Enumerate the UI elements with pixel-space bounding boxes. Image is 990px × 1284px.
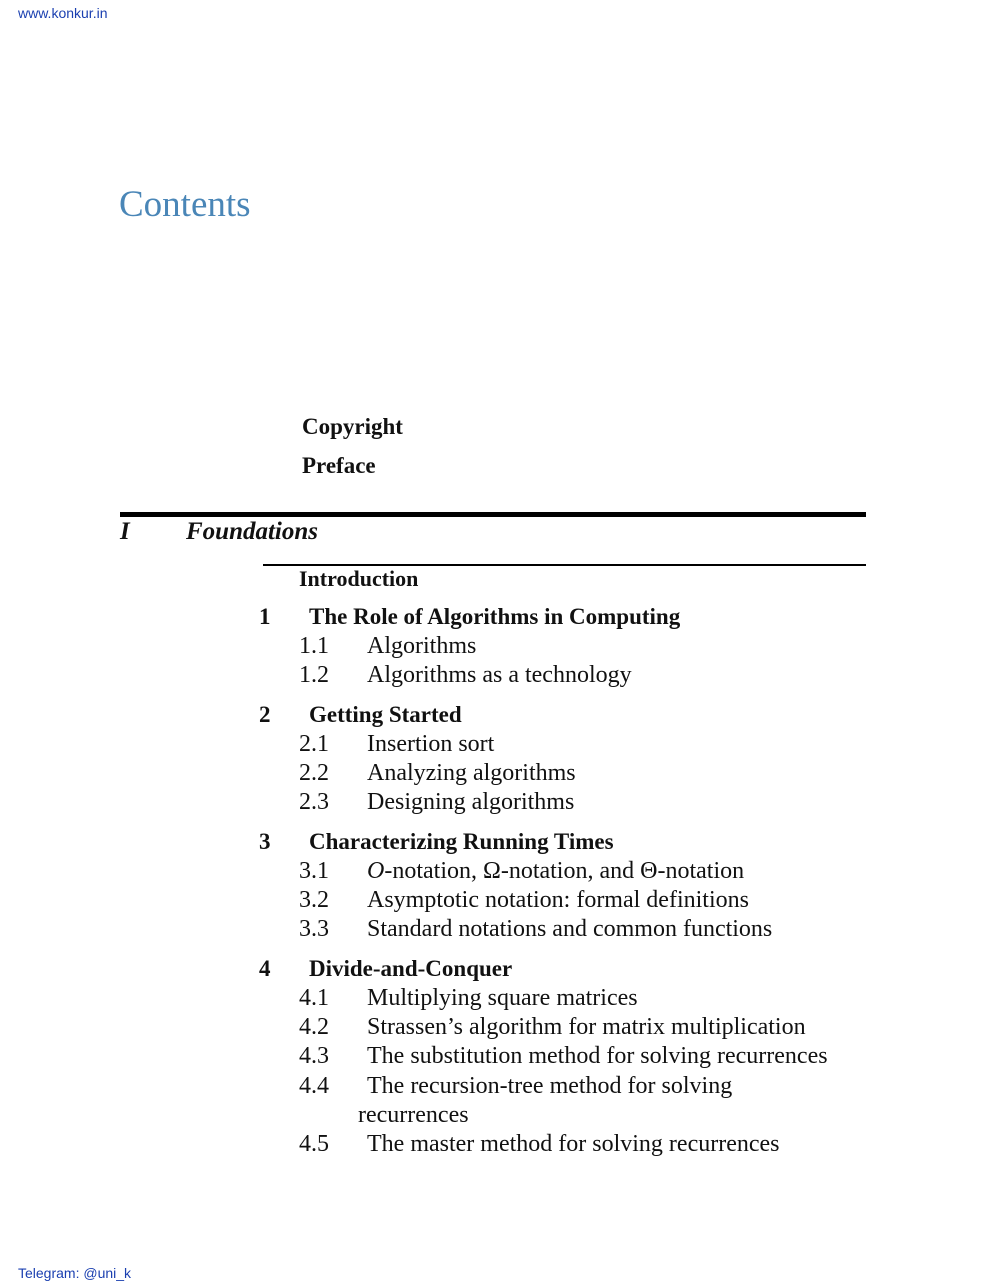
section-title[interactable]: Asymptotic notation: formal definitions [367,887,749,913]
chapter-number: 1 [259,604,271,629]
section-number: 4.3 [299,1043,329,1069]
section-number: 3.3 [299,916,329,942]
chapter-title[interactable]: Divide-and-Conquer [309,956,513,981]
watermark-bottom[interactable]: Telegram: @uni_k [18,1265,132,1281]
section-title[interactable]: The master method for solving recurrences [367,1131,780,1157]
section-title[interactable]: The recursion-tree method for solving [367,1073,733,1099]
section-number: 3.1 [299,858,329,884]
section-title[interactable]: Standard notations and common functions [367,916,773,942]
section-number: 3.2 [299,887,329,913]
section-number: 4.4 [299,1073,329,1099]
section-title-rest: -notation, Ω-notation, and Θ-notation [384,858,745,884]
part-divider-rule [120,512,866,517]
section-title-italic-o: O [367,858,385,884]
toc-entry-preface[interactable]: Preface [302,453,376,478]
section-title[interactable]: Algorithms [367,633,477,659]
section-title[interactable]: Multiplying square matrices [367,985,638,1011]
section-title[interactable] [367,858,744,885]
section-title-continuation[interactable]: recurrences [358,1102,469,1128]
toc-entry-copyright[interactable]: Copyright [302,414,403,439]
section-title[interactable]: Algorithms as a technology [367,662,632,688]
chapter-title[interactable]: Characterizing Running Times [309,829,614,854]
section-number: 4.1 [299,985,329,1011]
section-title[interactable]: Strassen’s algorithm for matrix multiplication [367,1014,806,1040]
section-number: 2.1 [299,731,329,757]
page-title: Contents [119,184,251,225]
part-title[interactable]: Foundations [186,518,319,545]
chapter-number: 2 [259,702,271,727]
section-title[interactable]: Designing algorithms [367,789,575,815]
chapter-title[interactable]: Getting Started [309,702,462,727]
chapter-number: 4 [259,956,271,981]
section-title[interactable]: Analyzing algorithms [367,760,576,786]
section-number: 2.2 [299,760,329,786]
section-number: 1.2 [299,662,329,688]
section-number: 4.5 [299,1131,329,1157]
section-number: 4.2 [299,1014,329,1040]
section-title[interactable]: The substitution method for solving recurrences [367,1043,828,1069]
part-number: I [120,518,130,545]
watermark-top[interactable]: www.konkur.in [18,5,108,21]
chapter-number: 3 [259,829,271,854]
section-number: 1.1 [299,633,329,659]
section-title[interactable]: Insertion sort [367,731,495,757]
section-number: 2.3 [299,789,329,815]
chapter-title[interactable]: The Role of Algorithms in Computing [309,604,681,629]
toc-entry-introduction[interactable]: Introduction [299,566,419,591]
